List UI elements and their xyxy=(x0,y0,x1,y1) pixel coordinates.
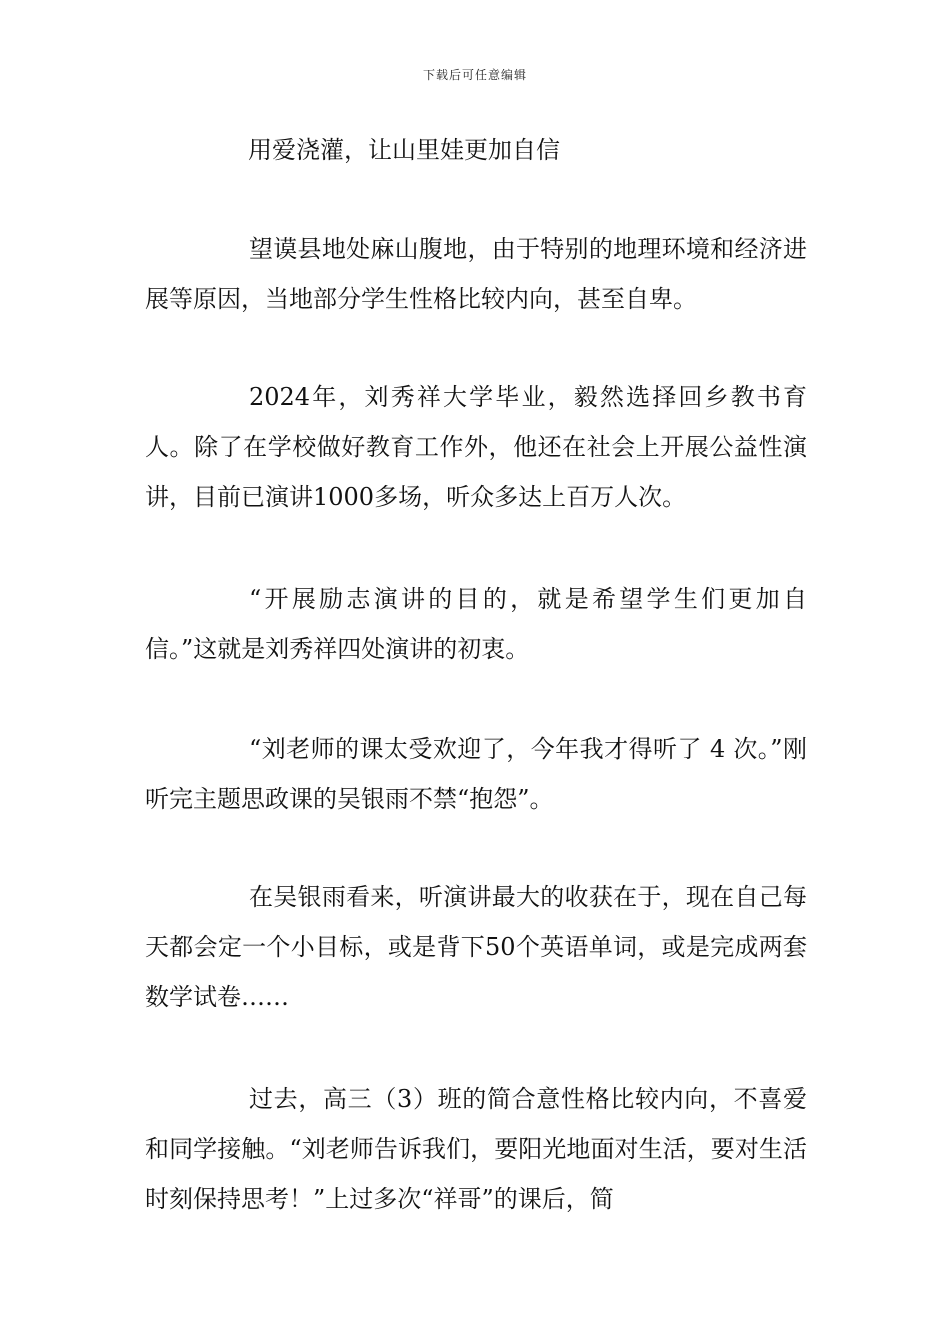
paragraph-3: “开展励志演讲的目的，就是希望学生们更加自信。”这就是刘秀祥四处演讲的初衷。 xyxy=(145,585,807,663)
paragraph-1: 望谟县地处麻山腹地，由于特别的地理环境和经济进展等原因，当地部分学生性格比较内向，甚至自卑。 xyxy=(145,235,807,313)
paragraph-2: 2024年，刘秀祥大学毕业，毅然选择回乡教书育人。除了在学校做好教育工作外，他还在社会上开展公益性演讲，目前已演讲1000多场，听众多达上百万人次。 xyxy=(145,383,807,511)
paragraph-6: 过去，高三（3）班的简合意性格比较内向，不喜爱和同学接触。“刘老师告诉我们，要阳光地面对生活，要对生活时刻保持思考！”上过多次“祥哥”的课后，简 xyxy=(145,1085,807,1213)
document-title: 用爱浇灌，让山里娃更加自信 xyxy=(248,136,560,164)
paragraph-5: 在吴银雨看来，听演讲最大的收获在于，现在自己每天都会定一个小目标，或是背下50个英语单词，或是完成两套数学试卷…… xyxy=(145,883,807,1011)
page-header-note: 下载后可任意编辑 xyxy=(422,68,527,82)
paragraph-4: “刘老师的课太受欢迎了，今年我才得听了 4 次。”刚听完主题思政课的吴银雨不禁“抱怨”。 xyxy=(145,735,807,813)
